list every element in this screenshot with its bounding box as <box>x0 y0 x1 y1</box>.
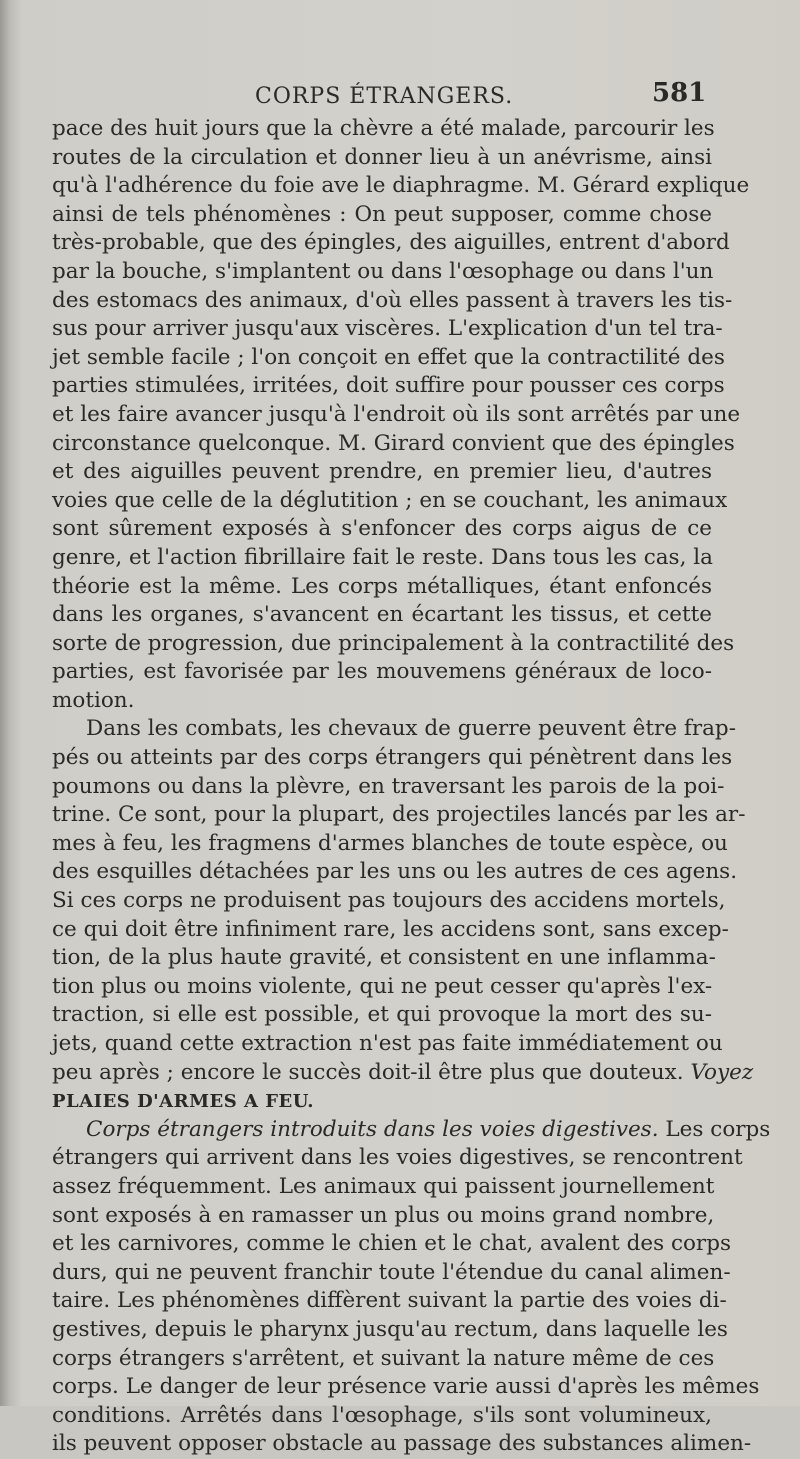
text-line: mes à feu, les fragmens d'armes blanches de toute espèce, ou <box>52 830 728 856</box>
text-line: tion, de la plus haute gravité, et consistent en une inflamma- <box>52 945 716 971</box>
text-line: jets, quand cette extraction n'est pas faite immédiatement ou <box>52 1031 723 1056</box>
text-line: routes de la circulation et donner lieu à un anévrisme, ainsi <box>52 144 712 170</box>
body-text <box>52 115 771 1459</box>
text-line: gestives, depuis le pharynx jusqu'au rectum, dans laquelle les <box>52 1316 728 1342</box>
text-line: pés ou atteints par des corps étrangers qui pénètrent dans les <box>52 745 733 771</box>
paragraph-start: Dans les combats, les chevaux de guerre peuvent être frap- <box>86 716 736 742</box>
text-line: traction, si elle est possible, et qui provoque la mort des su- <box>52 1002 712 1028</box>
text-line: sont exposés à en ramasser un plus ou moins grand nombre, <box>52 1202 715 1228</box>
text-line: ainsi de tels phénomènes : On peut supposer, comme chose <box>52 201 712 227</box>
text-line-with-reference <box>52 1059 754 1088</box>
text-line: circonstance quelconque. M. Girard convient que des épingles <box>52 430 735 456</box>
section-heading: Corps étrangers introduits dans les voies digestives. <box>86 1116 659 1142</box>
text-line: sorte de progression, due principalement à la contractilité des <box>52 630 735 656</box>
text-line: tion plus ou moins violente, qui ne peut cesser qu'après l'ex- <box>52 973 713 999</box>
text-line: très-probable, que des épingles, des aiguilles, entrent d'abord <box>52 230 730 256</box>
text-line: et des aiguilles peuvent prendre, en premier lieu, d'autres <box>52 459 712 485</box>
text-segment: peu après ; encore le succès doit-il être plus que douteux. <box>52 1059 684 1085</box>
text-line: Si ces corps ne produisent pas toujours des accidens mortels, <box>52 888 726 914</box>
text-line: par la bouche, s'implantent ou dans l'œsophage ou dans l'un <box>52 258 714 284</box>
text-line: trine. Ce sont, pour la plupart, des projectiles lancés par les ar- <box>52 802 746 828</box>
text-line: assez fréquemment. Les animaux qui paissent journellement <box>52 1173 715 1199</box>
text-line: durs, qui ne peuvent franchir toute l'étendue du canal alimen- <box>52 1259 731 1285</box>
text-line: corps étrangers s'arrêtent, et suivant la nature même de ces <box>52 1345 715 1371</box>
text-line: dans les organes, s'avancent en écartant les tissus, et cette <box>52 602 712 628</box>
text-line: jet semble facile ; l'on conçoit en effet que la contractilité des <box>52 344 725 370</box>
text-line: ils peuvent opposer obstacle au passage des substances alimen- <box>52 1431 752 1457</box>
text-segment: Les corps <box>665 1116 771 1142</box>
page-number: 581 <box>652 78 707 108</box>
section-heading-line <box>52 1116 771 1145</box>
text-line: poumons ou dans la plèvre, en traversant les parois de la poi- <box>52 773 725 799</box>
text-line: théorie est la même. Les corps métalliques, étant enfoncés <box>52 573 712 599</box>
text-line: parties stimulées, irritées, doit suffire pour pousser ces corps <box>52 373 725 399</box>
text-line: genre, et l'action fibrillaire fait le reste. Dans tous les cas, la <box>52 544 713 570</box>
text-line: taire. Les phénomènes diffèrent suivant la partie des voies di- <box>52 1288 727 1314</box>
cross-reference-line <box>52 1087 712 1116</box>
text-line: conditions. Arrêtés dans l'œsophage, s'ils sont volumineux, <box>52 1402 712 1428</box>
text-line: pace des huit jours que la chèvre a été malade, parcourir les <box>52 116 715 141</box>
text-line: ce qui doit être infiniment rare, les accidens sont, sans excep- <box>52 916 729 942</box>
text-line: voies que celle de la déglutition ; en se couchant, les animaux <box>52 487 728 513</box>
text-line: corps. Le danger de leur présence varie aussi d'après les mêmes <box>52 1374 760 1400</box>
page-header <box>0 78 800 118</box>
text-line: sus pour arriver jusqu'aux viscères. L'explication d'un tel tra- <box>52 316 723 342</box>
text-line: sont sûrement exposés à s'enfoncer des corps aigus de ce <box>52 516 712 542</box>
text-line: et les carnivores, comme le chien et le chat, avalent des corps <box>52 1231 732 1257</box>
text-line: étrangers qui arrivent dans les voies digestives, se rencontrent <box>52 1145 743 1171</box>
text-line: motion. <box>52 687 135 713</box>
text-line: qu'à l'adhérence du foie ave le diaphragme. M. Gérard explique <box>52 173 750 199</box>
plaies-cross-reference: PLAIES D'ARMES A FEU. <box>52 1091 315 1113</box>
text-line: des esquilles détachées par les uns ou les autres de ces agens. <box>52 859 738 885</box>
running-title: CORPS ÉTRANGERS. <box>255 84 514 109</box>
voyez-reference: Voyez <box>690 1059 754 1085</box>
text-line: et les faire avancer jusqu'à l'endroit où ils sont arrêtés par une <box>52 401 741 427</box>
text-line: parties, est favorisée par les mouvemens généraux de loco- <box>52 659 712 685</box>
text-line: des estomacs des animaux, d'où elles passent à travers les tis- <box>52 287 733 313</box>
